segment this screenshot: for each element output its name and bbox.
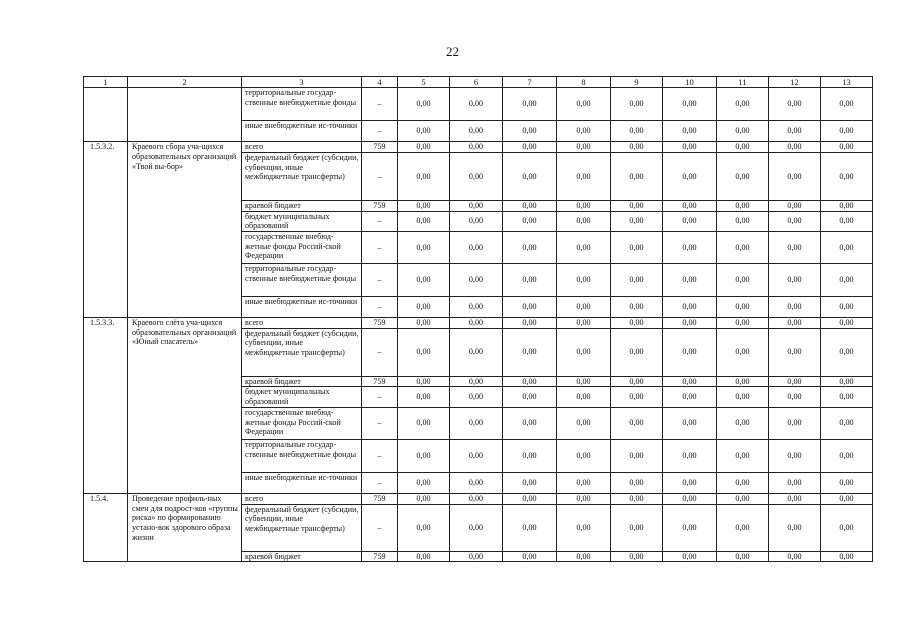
table-row [84, 142, 873, 153]
amount-cell: 0,00 [398, 504, 450, 551]
amount-cell: 0,00 [398, 211, 450, 231]
amount-cell: 0,00 [821, 264, 873, 297]
amount-cell: 0,00 [450, 387, 503, 407]
amount-cell: 0,00 [398, 264, 450, 297]
amount-cell: 0,00 [663, 504, 717, 551]
header-cell: 7 [503, 77, 557, 88]
amount-cell: 0,00 [611, 264, 663, 297]
amount-cell: 0,00 [769, 376, 821, 387]
budget-code: 759 [362, 142, 398, 153]
amount-cell: 0,00 [450, 493, 503, 504]
amount-cell: 0,00 [557, 142, 611, 153]
amount-cell: 0,00 [769, 142, 821, 153]
funding-source: краевой бюджет [242, 376, 362, 387]
table-row [84, 493, 873, 504]
amount-cell: 0,00 [503, 387, 557, 407]
amount-cell: 0,00 [663, 88, 717, 121]
amount-cell: 0,00 [663, 472, 717, 493]
funding-source: государственные внебюд-жетные фонды Россий-ской Федерации [242, 407, 362, 439]
amount-cell: 0,00 [717, 232, 769, 264]
amount-cell: 0,00 [450, 142, 503, 153]
budget-code: – [362, 387, 398, 407]
budget-code: – [362, 439, 398, 472]
amount-cell: 0,00 [557, 387, 611, 407]
amount-cell: 0,00 [821, 211, 873, 231]
amount-cell: 0,00 [769, 328, 821, 376]
amount-cell: 0,00 [611, 200, 663, 211]
header-cell: 3 [242, 77, 362, 88]
item-name: Краевого сбора уча-щихся образовательных организаций «Твой вы-бор» [128, 142, 242, 318]
amount-cell: 0,00 [717, 387, 769, 407]
amount-cell: 0,00 [450, 152, 503, 200]
item-code: 1.5.3.2. [84, 142, 128, 318]
amount-cell: 0,00 [717, 318, 769, 329]
header-cell: 13 [821, 77, 873, 88]
funding-source: федеральный бюджет (субсидии, субвенции, иные межбюджетные трансферты) [242, 504, 362, 551]
page-number: 22 [446, 44, 459, 59]
amount-cell: 0,00 [398, 232, 450, 264]
item-name: Краевого слёта уча-щихся образовательных организаций «Юный спасатель» [128, 318, 242, 494]
amount-cell: 0,00 [717, 152, 769, 200]
table-row [84, 88, 873, 121]
amount-cell: 0,00 [769, 211, 821, 231]
amount-cell: 0,00 [663, 121, 717, 142]
amount-cell: 0,00 [398, 88, 450, 121]
amount-cell: 0,00 [450, 232, 503, 264]
amount-cell: 0,00 [557, 407, 611, 439]
funding-source: территориальные государ-ственные внебюджетные фонды [242, 88, 362, 121]
amount-cell: 0,00 [398, 376, 450, 387]
item-name [128, 88, 242, 142]
item-code [84, 88, 128, 142]
budget-code: – [362, 88, 398, 121]
amount-cell: 0,00 [821, 493, 873, 504]
amount-cell: 0,00 [769, 297, 821, 318]
amount-cell: 0,00 [769, 493, 821, 504]
amount-cell: 0,00 [503, 376, 557, 387]
amount-cell: 0,00 [717, 264, 769, 297]
amount-cell: 0,00 [557, 472, 611, 493]
funding-source: всего [242, 142, 362, 153]
amount-cell: 0,00 [557, 88, 611, 121]
budget-code: 759 [362, 376, 398, 387]
amount-cell: 0,00 [398, 493, 450, 504]
amount-cell: 0,00 [611, 407, 663, 439]
amount-cell: 0,00 [398, 318, 450, 329]
amount-cell: 0,00 [821, 407, 873, 439]
amount-cell: 0,00 [769, 121, 821, 142]
budget-code: – [362, 152, 398, 200]
budget-code: – [362, 328, 398, 376]
amount-cell: 0,00 [663, 142, 717, 153]
amount-cell: 0,00 [717, 211, 769, 231]
budget-table [83, 76, 873, 562]
amount-cell: 0,00 [450, 504, 503, 551]
amount-cell: 0,00 [398, 439, 450, 472]
amount-cell: 0,00 [611, 297, 663, 318]
amount-cell: 0,00 [503, 200, 557, 211]
funding-source: федеральный бюджет (субсидии, субвенции, иные межбюджетные трансферты) [242, 328, 362, 376]
amount-cell: 0,00 [398, 328, 450, 376]
amount-cell: 0,00 [611, 551, 663, 562]
amount-cell: 0,00 [557, 504, 611, 551]
amount-cell: 0,00 [821, 504, 873, 551]
funding-source: иные внебюджетные ис-точники [242, 121, 362, 142]
funding-source: всего [242, 493, 362, 504]
amount-cell: 0,00 [663, 318, 717, 329]
amount-cell: 0,00 [769, 387, 821, 407]
amount-cell: 0,00 [611, 152, 663, 200]
funding-source: государственные внебюд-жетные фонды Россий-ской Федерации [242, 232, 362, 264]
header-cell: 1 [84, 77, 128, 88]
amount-cell: 0,00 [663, 232, 717, 264]
amount-cell: 0,00 [450, 376, 503, 387]
header-cell: 2 [128, 77, 242, 88]
amount-cell: 0,00 [821, 142, 873, 153]
header-cell: 8 [557, 77, 611, 88]
amount-cell: 0,00 [663, 211, 717, 231]
amount-cell: 0,00 [663, 407, 717, 439]
amount-cell: 0,00 [611, 387, 663, 407]
amount-cell: 0,00 [557, 232, 611, 264]
amount-cell: 0,00 [503, 407, 557, 439]
amount-cell: 0,00 [450, 472, 503, 493]
budget-code: – [362, 264, 398, 297]
budget-code: – [362, 297, 398, 318]
amount-cell: 0,00 [450, 211, 503, 231]
amount-cell: 0,00 [717, 142, 769, 153]
funding-source: бюджет муниципальных образований [242, 387, 362, 407]
amount-cell: 0,00 [821, 472, 873, 493]
header-cell: 6 [450, 77, 503, 88]
amount-cell: 0,00 [450, 121, 503, 142]
amount-cell: 0,00 [821, 200, 873, 211]
amount-cell: 0,00 [717, 121, 769, 142]
amount-cell: 0,00 [450, 328, 503, 376]
amount-cell: 0,00 [557, 439, 611, 472]
amount-cell: 0,00 [557, 551, 611, 562]
budget-code: – [362, 504, 398, 551]
amount-cell: 0,00 [663, 152, 717, 200]
header-cell: 11 [717, 77, 769, 88]
amount-cell: 0,00 [663, 328, 717, 376]
amount-cell: 0,00 [557, 211, 611, 231]
amount-cell: 0,00 [398, 297, 450, 318]
amount-cell: 0,00 [663, 439, 717, 472]
header-cell: 4 [362, 77, 398, 88]
amount-cell: 0,00 [503, 504, 557, 551]
amount-cell: 0,00 [717, 88, 769, 121]
amount-cell: 0,00 [821, 328, 873, 376]
amount-cell: 0,00 [557, 264, 611, 297]
amount-cell: 0,00 [557, 328, 611, 376]
amount-cell: 0,00 [503, 472, 557, 493]
amount-cell: 0,00 [769, 264, 821, 297]
amount-cell: 0,00 [450, 264, 503, 297]
amount-cell: 0,00 [663, 493, 717, 504]
amount-cell: 0,00 [503, 551, 557, 562]
amount-cell: 0,00 [503, 142, 557, 153]
funding-source: краевой бюджет [242, 551, 362, 562]
budget-code: – [362, 211, 398, 231]
amount-cell: 0,00 [769, 200, 821, 211]
amount-cell: 0,00 [821, 318, 873, 329]
item-code: 1.5.3.3. [84, 318, 128, 494]
amount-cell: 0,00 [611, 142, 663, 153]
funding-source: бюджет муниципальных образований [242, 211, 362, 231]
amount-cell: 0,00 [769, 504, 821, 551]
amount-cell: 0,00 [503, 318, 557, 329]
amount-cell: 0,00 [821, 387, 873, 407]
amount-cell: 0,00 [769, 232, 821, 264]
amount-cell: 0,00 [717, 407, 769, 439]
table-row [84, 318, 873, 329]
funding-source: всего [242, 318, 362, 329]
amount-cell: 0,00 [821, 551, 873, 562]
amount-cell: 0,00 [769, 439, 821, 472]
amount-cell: 0,00 [717, 297, 769, 318]
amount-cell: 0,00 [717, 551, 769, 562]
funding-source: территориальные государ-ственные внебюджетные фонды [242, 264, 362, 297]
amount-cell: 0,00 [611, 504, 663, 551]
budget-code: 759 [362, 200, 398, 211]
amount-cell: 0,00 [769, 407, 821, 439]
amount-cell: 0,00 [821, 88, 873, 121]
amount-cell: 0,00 [398, 152, 450, 200]
item-code: 1.5.4. [84, 493, 128, 561]
amount-cell: 0,00 [769, 318, 821, 329]
amount-cell: 0,00 [398, 472, 450, 493]
amount-cell: 0,00 [611, 472, 663, 493]
amount-cell: 0,00 [663, 200, 717, 211]
amount-cell: 0,00 [663, 376, 717, 387]
amount-cell: 0,00 [557, 376, 611, 387]
amount-cell: 0,00 [557, 493, 611, 504]
amount-cell: 0,00 [611, 439, 663, 472]
amount-cell: 0,00 [663, 387, 717, 407]
amount-cell: 0,00 [557, 152, 611, 200]
amount-cell: 0,00 [450, 318, 503, 329]
amount-cell: 0,00 [398, 407, 450, 439]
amount-cell: 0,00 [717, 376, 769, 387]
header-cell: 5 [398, 77, 450, 88]
budget-code: – [362, 232, 398, 264]
amount-cell: 0,00 [717, 504, 769, 551]
amount-cell: 0,00 [769, 551, 821, 562]
item-name: Проведение профиль-ных смен для подрост-ков «группы риска» по формированию устано-вок здорового образа жизни [128, 493, 242, 561]
amount-cell: 0,00 [398, 142, 450, 153]
amount-cell: 0,00 [557, 121, 611, 142]
amount-cell: 0,00 [450, 551, 503, 562]
budget-code: – [362, 407, 398, 439]
amount-cell: 0,00 [503, 88, 557, 121]
amount-cell: 0,00 [611, 493, 663, 504]
amount-cell: 0,00 [503, 264, 557, 297]
budget-code: – [362, 472, 398, 493]
amount-cell: 0,00 [717, 200, 769, 211]
amount-cell: 0,00 [503, 211, 557, 231]
amount-cell: 0,00 [717, 439, 769, 472]
budget-code: 759 [362, 318, 398, 329]
amount-cell: 0,00 [398, 387, 450, 407]
funding-source: территориальные государ-ственные внебюджетные фонды [242, 439, 362, 472]
amount-cell: 0,00 [450, 200, 503, 211]
funding-source: федеральный бюджет (субсидии, субвенции, иные межбюджетные трансферты) [242, 152, 362, 200]
amount-cell: 0,00 [450, 439, 503, 472]
amount-cell: 0,00 [503, 439, 557, 472]
funding-source: иные внебюджетные ис-точники [242, 297, 362, 318]
amount-cell: 0,00 [398, 121, 450, 142]
funding-source: краевой бюджет [242, 200, 362, 211]
amount-cell: 0,00 [450, 297, 503, 318]
amount-cell: 0,00 [663, 551, 717, 562]
amount-cell: 0,00 [503, 493, 557, 504]
amount-cell: 0,00 [717, 472, 769, 493]
amount-cell: 0,00 [611, 232, 663, 264]
amount-cell: 0,00 [663, 264, 717, 297]
amount-cell: 0,00 [450, 407, 503, 439]
amount-cell: 0,00 [717, 493, 769, 504]
amount-cell: 0,00 [769, 88, 821, 121]
amount-cell: 0,00 [503, 328, 557, 376]
amount-cell: 0,00 [611, 88, 663, 121]
amount-cell: 0,00 [717, 328, 769, 376]
amount-cell: 0,00 [821, 439, 873, 472]
amount-cell: 0,00 [769, 152, 821, 200]
amount-cell: 0,00 [663, 297, 717, 318]
amount-cell: 0,00 [821, 121, 873, 142]
amount-cell: 0,00 [398, 551, 450, 562]
amount-cell: 0,00 [611, 318, 663, 329]
amount-cell: 0,00 [450, 88, 503, 121]
amount-cell: 0,00 [821, 297, 873, 318]
amount-cell: 0,00 [503, 297, 557, 318]
header-row [84, 77, 873, 88]
amount-cell: 0,00 [821, 376, 873, 387]
budget-code: 759 [362, 493, 398, 504]
amount-cell: 0,00 [557, 297, 611, 318]
amount-cell: 0,00 [611, 121, 663, 142]
amount-cell: 0,00 [769, 472, 821, 493]
amount-cell: 0,00 [398, 200, 450, 211]
amount-cell: 0,00 [611, 376, 663, 387]
amount-cell: 0,00 [503, 121, 557, 142]
amount-cell: 0,00 [611, 211, 663, 231]
amount-cell: 0,00 [821, 232, 873, 264]
header-cell: 12 [769, 77, 821, 88]
amount-cell: 0,00 [611, 328, 663, 376]
amount-cell: 0,00 [557, 318, 611, 329]
amount-cell: 0,00 [503, 152, 557, 200]
budget-code: 759 [362, 551, 398, 562]
header-cell: 9 [611, 77, 663, 88]
amount-cell: 0,00 [557, 200, 611, 211]
amount-cell: 0,00 [821, 152, 873, 200]
budget-code: – [362, 121, 398, 142]
funding-source: иные внебюджетные ис-точники [242, 472, 362, 493]
amount-cell: 0,00 [503, 232, 557, 264]
header-cell: 10 [663, 77, 717, 88]
